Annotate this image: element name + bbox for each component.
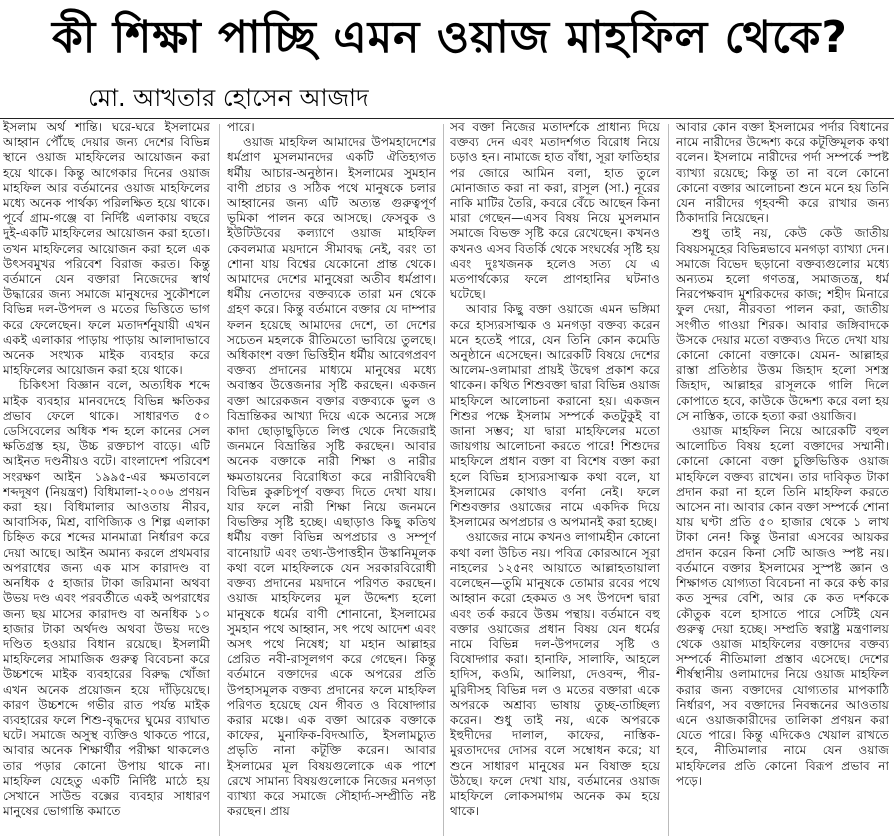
text-column-4 [676, 120, 889, 840]
paragraph: ওয়াজ মাহফিল আমাদের উপমহাদেশের ধর্মপ্রাণ মুসলমানদের একটি ঐতিহ্যগত ধর্মীয় আচার-অনুষ্ঠান। ইসলামের সুমহান বাণী প্রচার ও সঠিক পথে মানুষকে চলার আহ্বানের জন্য এটি অত্যন্ত গুরুত্বপূর্ণ ভূমিকা পালন করে আসছে। ফেসবুক ও ইউটিউবের কল্যাণে ওয়াজ মাহফিল কেবলমাত্র ময়দানে সীমাবদ্ধ নেই, বরং তা শোনা যায় বিশ্বের যেকোনো প্রান্ত থেকে। আমাদের দেশের মানুষেরা অতীব ধর্মপ্রাণ। ধর্মীয় নেতাদের বক্তব্যকে তারা মন থেকে গ্রহণ করে। কিন্তু বর্তমানে বক্তার যে দাম্পার ফলন হয়েছে আমাদের দেশে, তা দেশের সচেতন মহলকে রীতিমতো ভাবিয়ে তুলছে। অধিকাংশ বক্তা ভিত্তিহীন ধর্মীয় আবেগপ্রবণ বক্তব্য প্রদানের মাধ্যমে মানুষের মধ্যে অবাস্তব উত্তেজনার সৃষ্টি করছেন। একজন বক্তা আরেকজন বক্তার বক্তব্যকে ভুল ও বিভ্রান্তিকর আখ্যা দিয়ে একে অন্যের সঙ্গে কাদা ছোড়াছুড়িতে লিপ্ত থেকে নিজেরাই জনমনে বিভ্রান্তির সৃষ্টি করছেন। আবার অনেক বক্তাকে নারী শিক্ষা ও নারীর ক্ষমতায়নের বিরোধিতা করে নারীবিদ্বেষী বিভিন্ন কুরুচিপূর্ণ বক্তব্য দিতে দেখা যায়। যার ফলে নারী শিক্ষা নিয়ে জনমনে বিভক্তির সৃষ্টি হচ্ছে। এছাড়াও কিছু কতিথ ধর্মীয় বক্তা বিভিন্ন অপপ্রচার ও সম্পূর্ণ বানোয়াট এবং তথ্য-উপাত্তহীন উস্কানিমূলক কথা বলে মাহফিলকে যেন সরকারবিরোধী বক্তব্য প্রদানের ময়দানে পরিণত করছেন। ওয়াজ মাহফিলের মূল উদ্দেশ্য হলো মানুষকে ধর্মের বাণী শোনানো, ইসলামের সুমহান পথে আহ্বান, সৎ পথে আদেশ এবং অসৎ পথে নিষেধ; যা মহান আল্লাহর প্রেরিত নবী-রাসূলগণ করে গেছেন। কিন্তু বর্তমানে বক্তাদের একে অপরের প্রতি উপহাসমূলক বক্তব্য প্রদানের ফলে মাহফিল পরিণত হয়েছে যেন গীবত ও বিষোদ্গার করার মঞ্চে। এক বক্তা আরেক বক্তাকে কাফের, মুনাফিক-বিদআতি, ইসলামচ্যুত প্রভৃতি নানা কটূক্তি করেন। আবার ইসলামের মূল বিষয়গুলোকে এক পাশে রেখে সামান্য বিষয়গুলোকে নিজের মনগড়া ব্যাখ্যা করে সমাজে সৌহার্দ্য-সম্প্রীতি নষ্ট করছেন। প্রায় [227, 135, 436, 819]
paragraph: ওয়াজের নামে কখনও লাগামহীন কোনো কথা বলা উচিত নয়। পবিত্র কোরআনে সূরা নাহলের ১২৫নং আয়াতে আল্লাহতায়ালা বলেছেন—তুমি মানুষকে তোমার রবের পথে আহ্বান করো হেকমত ও সৎ উপদেশ দ্বারা এবং তর্ক করবে উত্তম পন্থায়। বর্তমানে বহু বক্তার ওয়াজের প্রধান বিষয় যেন ধর্মের নামে বিভিন্ন দল-উপদলের সৃষ্টি ও বিষোদ্গার করা। হানাফি, সালাফি, আহলে হাদিস, কওমি, আলিয়া, দেওবন্দ, পীর-মুরিদীসহ বিভিন্ন দল ও মতের বক্তারা একে অপরকে অশ্রাব্য ভাষায় তুচ্ছ-তাচ্ছিল্য করেন। শুধু তাই নয়, একে অপরকে ইহুদীদের দালাল, কাফের, নাস্তিক-মুরতাদদের দোসর বলে সম্বোধন করে; যা শুনে সাধারণ মানুষের মন বিষাক্ত হয়ে উঠছে। ফলে দেখা যায়, বর্তমানের ওয়াজ মাহফিলে লোকসমাগম অনেক কম হয়ে থাকে। [450, 530, 660, 819]
paragraph: শুধু তাই নয়, কেউ কেউ জাতীয় বিষয়সমূহের বিভিন্নভাবে মনগড়া ব্যাখ্যা দেন। সমাজে বিভেদ ছড়ানো বক্তব্যগুলোর মধ্যে অন্যতম হলো গণতন্ত্র, সমাজতন্ত্র, ধর্ম নিরপেক্ষবাদ মুশরিকদের কাজ; শহীদ মিনারে ফুল দেয়া, নীরবতা পালন করা, জাতীয় সংগীত গাওয়া শিরক। আবার জঙ্গিবাদকে উসকে দেয়ার মতো বক্তব্যও দিতে দেখা যায় কোনো কোনো বক্তাকে। যেমন- আল্লাহর রাস্তা প্রতিষ্ঠার উত্তম জিহাদ হলো সশস্ত্র জিহাদ, আল্লাহর রাসূলকে গালি দিলে কোপাতে হবে, কাউকে উদ্দেশ্য করে বলা হয় সে নাস্তিক, তাকে হত্যা করা ওয়াজিব। [676, 226, 889, 423]
column-divider [219, 124, 220, 836]
paragraph: ওয়াজ মাহফিল নিয়ে আরেকটি বহুল আলোচিত বিষয় হলো বক্তাদের সম্মানী। কোনো কোনো বক্তা চুক্তিভিত্তিক ওয়াজ মাহফিলে বক্তব্য রাখেন। তার দাবিকৃত টাকা প্রদান করা না হলে তিনি মাহফিল করতে আসেন না। আবার কোন বক্তা সম্পর্কে শোনা যায় ঘণ্টা প্রতি ৫০ হাজার থেকে ১ লাখ টাকা নেন! কিন্তু উনারা এসবের আয়কর প্রদান করেন কিনা সেটি আজও স্পষ্ট নয়। বর্তমানে বক্তার ইসলামের সুস্পষ্ট জ্ঞান ও শিক্ষাগত যোগ্যতা বিবেচনা না করে কণ্ঠ কার কত সুন্দর বেশি, আর কে কত দর্শককে কৌতুক বলে হাসাতে পারে সেটিই যেন গুরুত্ব দেয়া হচ্ছে। সম্প্রতি স্বরাষ্ট্র মন্ত্রণালয় থেকে ওয়াজ মাহফিলের বক্তাদের বক্তব্য সম্পর্কে নীতিমালা প্রস্তাব এসেছে। দেশের শীর্ষস্থানীয় ওলামাদের নিয়ে ওয়াজ মাহফিল করার জন্য বক্তাদের যোগ্যতার মাপকাঠি নির্ধারণ, সব বক্তাদের নিবন্ধনের আওতায় এনে ওয়াজকারীদের তালিকা প্রণয়ন করা যেতে পারে। কিন্তু এদিকেও খেয়াল রাখতে হবে, নীতিমালার নামে যেন ওয়াজ মাহফিলের প্রতি কোনো বিরূপ প্রভাব না পড়ে। [676, 424, 889, 788]
article-headline: কী শিক্ষা পাচ্ছি এমন ওয়াজ মাহফিল থেকে? [52, 12, 848, 63]
text-column-3 [450, 120, 660, 840]
article-byline: মো. আখতার হোসেন আজাদ [88, 84, 369, 112]
paragraph: ইসলাম অর্থ শান্তি। ঘরে-ঘরে ইসলামের আহ্বান পৌঁছে দেয়ার জন্য দেশের বিভিন্ন স্থানে ওয়াজ মাহফিলের আয়োজন করা হয়ে থাকে। কিন্তু আগেকার দিনের ওয়াজ মাহফিল আর বর্তমানের ওয়াজ মাহফিলের মধ্যে অনেক পার্থক্য পরিলক্ষিত হয়ে থাকে। পূর্বে গ্রাম-গঞ্জে বা নির্দিষ্ট এলাকায় বছরে দুই-একটি মাহফিলের আয়োজন করা হতো। তখন মাহফিলের আয়োজন করা হলে এক উৎসবমুখর পরিবেশ বিরাজ করত। কিন্তু বর্তমানে যেন বক্তারা নিজেদের স্বার্থ উদ্ধারের জন্য সমাজে মানুষদের সুকৌশলে বিভিন্ন দল-উপদল ও মতের ভিত্তিতে ভাগ করে ফেলেছেন। ফলে মতাদর্শনুযায়ী এখন একই এলাকার পাড়ায় পাড়ায় আলাদাভাবে অনেক সংখ্যক মাইক ব্যবহার করে মাহফিলের আয়োজন করা হয়ে থাকে। [3, 120, 210, 378]
paragraph: চিকিৎসা বিজ্ঞান বলে, অত্যধিক শব্দে মাইক ব্যবহার মানবদেহে বিভিন্ন ক্ষতিকর প্রভাব ফেলে থাকে। সাধারণত ৫০ ডেসিবেলের অধিক শব্দ হলে কানের সেল ক্ষতিগ্রস্ত হয়, উচ্চ রক্তচাপ বাড়ে। এটি আইনত দণ্ডনীয়ও বটে। বাংলাদেশ পরিবেশ সংরক্ষণ আইন ১৯৯৫-এর ক্ষমতাবলে শব্দদূষণ (নিয়ন্ত্রণ) বিধিমালা-২০০৬ প্রণয়ন করা হয়। বিধিমালার আওতায় নীরব, আবাসিক, মিশ্র, বাণিজ্যিক ও শিল্প এলাকা চিহ্নিত করে শব্দের মানমাত্রা নির্ধারণ করে দেয়া আছে। আইন অমান্য করলে প্রথমবার অপরাধের জন্য এক মাস কারাদণ্ড বা অনধিক ৫ হাজার টাকা জরিমানা অথবা উভয় দণ্ড এবং পরবর্তীতে একই অপরাধের জন্য ছয় মাসের কারাদণ্ড বা অনধিক ১০ হাজার টাকা অর্থদণ্ড অথবা উভয় দণ্ডে দণ্ডিত হওয়ার বিধান রয়েছে। ইসলামী মাহফিলের সামাজিক গুরুত্ব বিবেচনা করে উচ্চশব্দে মাইক ব্যবহারের বিরুদ্ধ খোঁজা এখন অনেক প্রয়োজন হয়ে দাঁড়িয়েছে। কারণ উচ্চশব্দে গভীর রাত পর্যন্ত মাইক ব্যবহারের ফলে শিশু-বৃদ্ধদের ঘুমের ব্যাঘাত ঘটে। সমাজে অসুস্থ ব্যক্তিও থাকতে পারে, আবার অনেক শিক্ষার্থীর পরীক্ষা থাকলেও তার পড়ার কোনো উপায় থাকে না। মাহফিল যেহেতু একটি নির্দিষ্ট মাঠে হয় সেখানে সাউন্ড বক্সের ব্যবহার সাধারণ মানুষের ভোগান্তি কমাতে [3, 378, 210, 819]
paragraph: আবার কিছু বক্তা ওয়াজে এমন ভঙ্গিমা করে হাস্যরসাত্মক ও মনগড়া বক্তব্য করেন মনে হতেই পারে, যেন তিনি কোন কমেডি অনুষ্ঠানে এসেছেন। আরেকটি বিষয়ে দেশের আলেম-ওলামারা প্রায়ই উদ্বেগ প্রকাশ করে থাকেন। কথিত শিশুবক্তা দ্বারা বিভিন্ন ওয়াজ মাহফিলে আলোচনা করানো হয়। একজন শিশুর পক্ষে ইসলাম সম্পর্কে কতটুকুই বা জানা সম্ভব; যা দ্বারা মাহফিলের মতো জায়গায় আলোচনা করতে পারে! শিশুদের মাহফিলে প্রধান বক্তা বা বিশেষ বক্তা করা হলে বিভিন্ন হাস্যরসাত্মক কথা বলে, যা ইসলামের কোথাও বর্ণনা নেই। ফলে শিশুবক্তার ওয়াজের নামে একদিক দিয়ে ইসলামের অপপ্রচার ও অপমানই করা হচ্ছে। [450, 302, 660, 530]
column-divider [668, 124, 669, 836]
text-column-2 [227, 120, 436, 840]
paragraph: পারে। [227, 120, 255, 134]
paragraph: আবার কোন বক্তা ইসলামের পর্দার বিধানের নামে নারীদের উদ্দেশ্য করে কটূক্তিমূলক কথা বলেন। ইসলামে নারীদের পর্দা সম্পর্কে স্পষ্ট ব্যাখ্যা রয়েছে; কিন্তু তা না বলে কোনো কোনো বক্তার আলোচনা শুনে মনে হয় তিনি যেন নারীদের গৃহবন্দী করে রাখার জন্য ঠিকাদারি নিয়েছেন। [676, 120, 889, 226]
header-divider [0, 118, 894, 119]
column-divider [443, 124, 444, 836]
text-column-1 [3, 120, 210, 840]
paragraph: সব বক্তা নিজের মতাদর্শকে প্রাধান্য দিয়ে বক্তব্য দেন এবং মতাদর্শগত বিরোধ নিয়ে চড়াও হন। নামাজে হাত বাঁধা, সূরা ফাতিহার পর জোরে আমিন বলা, হাত তুলে মোনাজাত করা না করা, রাসূল (সা.) নূরের নাকি মাটির তৈরি, কবরে বেঁচে আছেন কিনা মারা গেছেন—এসব বিষয় নিয়ে মুসলমান সমাজে বিভক্ত সৃষ্টি করে রেখেছেন। কখনও কখনও এসব বিতর্কি থেকে সংঘর্ষের সৃষ্টি হয় এবং দুঃখজনক হলেও সত্য যে এ মতপার্থক্যের ফলে প্রাণহানির ঘটনাও ঘটেছে। [450, 120, 660, 302]
article-body [0, 120, 894, 840]
